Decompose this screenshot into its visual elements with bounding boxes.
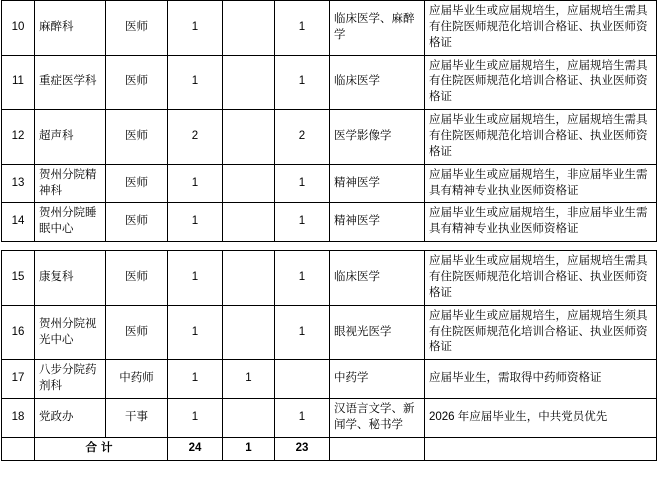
table-row	[2, 399, 657, 438]
row-pharmacist-count	[223, 305, 275, 360]
total-label: 合计	[35, 437, 168, 460]
row-requirement: 应届毕业生或应届规培生，应届规培生须具有住院医师规范化培训合格证、执业医师资格证	[425, 305, 657, 360]
row-dept: 重症医学科	[35, 55, 106, 110]
row-requirement: 应届毕业生，需取得中药师资格证	[425, 360, 657, 399]
row-post: 医师	[106, 251, 168, 306]
row-dept: 党政办	[35, 399, 106, 438]
row-total-count: 1	[168, 164, 223, 203]
row-post: 干事	[106, 399, 168, 438]
row-major: 精神医学	[330, 164, 425, 203]
table-row	[2, 305, 657, 360]
row-pharmacist-count	[223, 203, 275, 242]
total-major	[330, 437, 425, 460]
table-row	[2, 251, 657, 306]
row-requirement: 应届毕业生或应届规培生，非应届毕业生需具有精神专业执业医师资格证	[425, 164, 657, 203]
row-pharmacist-count	[223, 1, 275, 56]
row-no: 16	[2, 305, 35, 360]
row-major: 汉语言文学、新闻学、秘书学	[330, 399, 425, 438]
row-pharmacist-count	[223, 110, 275, 165]
table-row	[2, 360, 657, 399]
row-post: 中药师	[106, 360, 168, 399]
total-requirement	[425, 437, 657, 460]
recruitment-table-part1	[1, 0, 657, 242]
row-pharmacist-count	[223, 55, 275, 110]
table-row	[2, 164, 657, 203]
row-doctor-count: 1	[275, 305, 330, 360]
table-total-row	[2, 437, 657, 460]
row-total-count: 1	[168, 305, 223, 360]
row-no: 18	[2, 399, 35, 438]
recruitment-table-part2	[1, 250, 657, 460]
table-row	[2, 110, 657, 165]
row-requirement: 应届毕业生或应届规培生，应届规培生需具有住院医师规范化培训合格证、执业医师资格证	[425, 55, 657, 110]
row-pharmacist-count	[223, 164, 275, 203]
row-total-count: 1	[168, 203, 223, 242]
row-total-count: 1	[168, 360, 223, 399]
row-total-count: 1	[168, 251, 223, 306]
row-requirement: 应届毕业生或应届规培生，非应届毕业生需具有精神专业执业医师资格证	[425, 203, 657, 242]
row-dept: 麻醉科	[35, 1, 106, 56]
row-dept: 贺州分院视光中心	[35, 305, 106, 360]
row-post: 医师	[106, 203, 168, 242]
row-post: 医师	[106, 1, 168, 56]
row-no: 14	[2, 203, 35, 242]
row-doctor-count: 1	[275, 203, 330, 242]
row-dept: 康复科	[35, 251, 106, 306]
row-post: 医师	[106, 164, 168, 203]
row-requirement: 应届毕业生或应届规培生，应届规培生需具有住院医师规范化培训合格证、执业医师资格证	[425, 251, 657, 306]
row-doctor-count: 1	[275, 164, 330, 203]
row-no: 11	[2, 55, 35, 110]
page-break-gap	[0, 242, 658, 250]
row-total-count: 1	[168, 55, 223, 110]
row-doctor-count	[275, 360, 330, 399]
row-major: 临床医学、麻醉学	[330, 1, 425, 56]
row-dept: 贺州分院睡眠中心	[35, 203, 106, 242]
row-total-count: 1	[168, 1, 223, 56]
row-no: 15	[2, 251, 35, 306]
row-doctor-count: 1	[275, 1, 330, 56]
row-doctor-count: 1	[275, 251, 330, 306]
row-major: 眼视光医学	[330, 305, 425, 360]
row-requirement: 应届毕业生或应届规培生，应届规培生需具有住院医师规范化培训合格证、执业医师资格证	[425, 110, 657, 165]
total-blank-no	[2, 437, 35, 460]
table-row	[2, 55, 657, 110]
row-pharmacist-count: 1	[223, 360, 275, 399]
row-major: 中药学	[330, 360, 425, 399]
row-no: 12	[2, 110, 35, 165]
total-doctor-count: 23	[275, 437, 330, 460]
row-doctor-count: 2	[275, 110, 330, 165]
row-doctor-count: 1	[275, 55, 330, 110]
row-no: 17	[2, 360, 35, 399]
row-pharmacist-count	[223, 399, 275, 438]
row-dept: 八步分院药剂科	[35, 360, 106, 399]
row-pharmacist-count	[223, 251, 275, 306]
row-post: 医师	[106, 55, 168, 110]
row-major: 临床医学	[330, 251, 425, 306]
row-requirement: 2026 年应届毕业生，中共党员优先	[425, 399, 657, 438]
row-major: 医学影像学	[330, 110, 425, 165]
table-row	[2, 1, 657, 56]
row-major: 临床医学	[330, 55, 425, 110]
row-no: 13	[2, 164, 35, 203]
total-count: 24	[168, 437, 223, 460]
table-row	[2, 203, 657, 242]
row-total-count: 1	[168, 399, 223, 438]
row-dept: 贺州分院精神科	[35, 164, 106, 203]
row-major: 精神医学	[330, 203, 425, 242]
row-post: 医师	[106, 305, 168, 360]
total-pharmacist-count: 1	[223, 437, 275, 460]
row-post: 医师	[106, 110, 168, 165]
row-doctor-count: 1	[275, 399, 330, 438]
row-total-count: 2	[168, 110, 223, 165]
row-no: 10	[2, 1, 35, 56]
row-requirement: 应届毕业生或应届规培生，应届规培生需具有住院医师规范化培训合格证、执业医师资格证	[425, 1, 657, 56]
row-dept: 超声科	[35, 110, 106, 165]
